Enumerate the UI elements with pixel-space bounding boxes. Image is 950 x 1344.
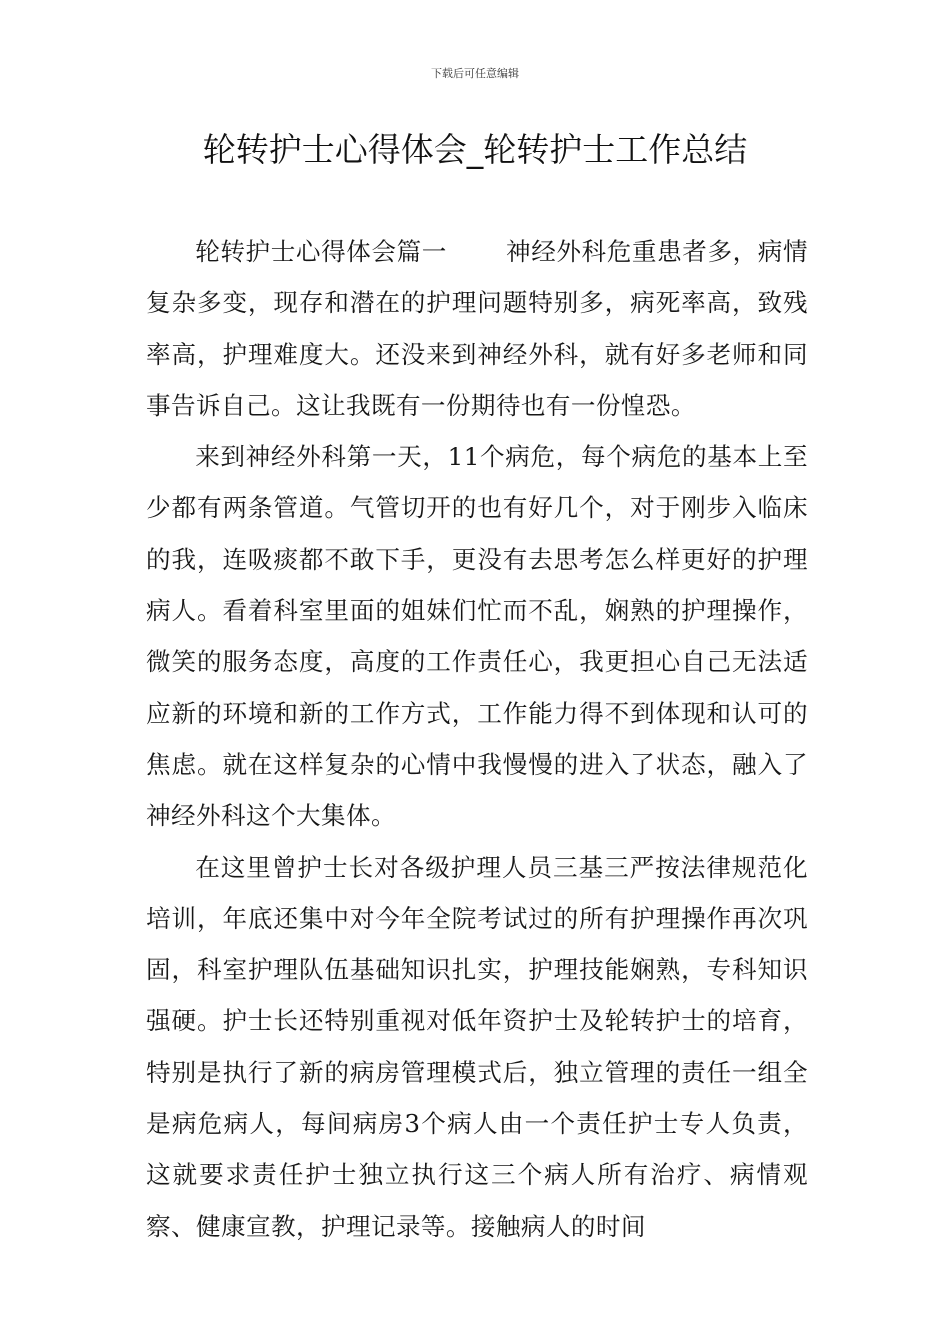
paragraph-1-text: 神经外科危重患者多，病情复杂多变，现存和潜在的护理问题特别多，病死率高，致残率高，护理难度大。还没来到神经外科，就有好多老师和同事告诉自己。这让我既有一份期待也有一份惶恐。 [146, 237, 808, 420]
paragraph-3 [146, 842, 808, 1252]
paragraph-1-lead: 轮转护士心得体会篇一 [195, 237, 447, 266]
paragraph-1 [146, 226, 808, 431]
paragraph-2 [146, 431, 808, 841]
document-title: 轮转护士心得体会_轮转护士工作总结 [202, 130, 748, 169]
document-body [146, 226, 808, 1252]
paragraph-3-text: 在这里曾护士长对各级护理人员三基三严按法律规范化培训，年底还集中对今年全院考试过的所有护理操作再次巩固，科室护理队伍基础知识扎实，护理技能娴熟，专科知识强硬。护士长还特别重视对低年资护士及轮转护士的培育，特别是执行了新的病房管理模式后，独立管理的责任一组全是病危病人，每间病房3个病人由一个责任护士专人负责，这就要求责任护士独立执行这三个病人所有治疗、病情观察、健康宣教，护理记录等。接触病人的时间 [146, 852, 808, 1241]
paragraph-2-text: 来到神经外科第一天，11个病危，每个病危的基本上至少都有两条管道。气管切开的也有好几个，对于刚步入临床的我，连吸痰都不敢下手，更没有去思考怎么样更好的护理病人。看着科室里面的姐妹们忙而不乱，娴熟的护理操作，微笑的服务态度，高度的工作责任心，我更担心自己无法适应新的环境和新的工作方式，工作能力得不到体现和认可的焦虑。就在这样复杂的心情中我慢慢的进入了状态，融入了神经外科这个大集体。 [146, 442, 808, 831]
header-note: 下载后可任意编辑 [431, 67, 519, 80]
